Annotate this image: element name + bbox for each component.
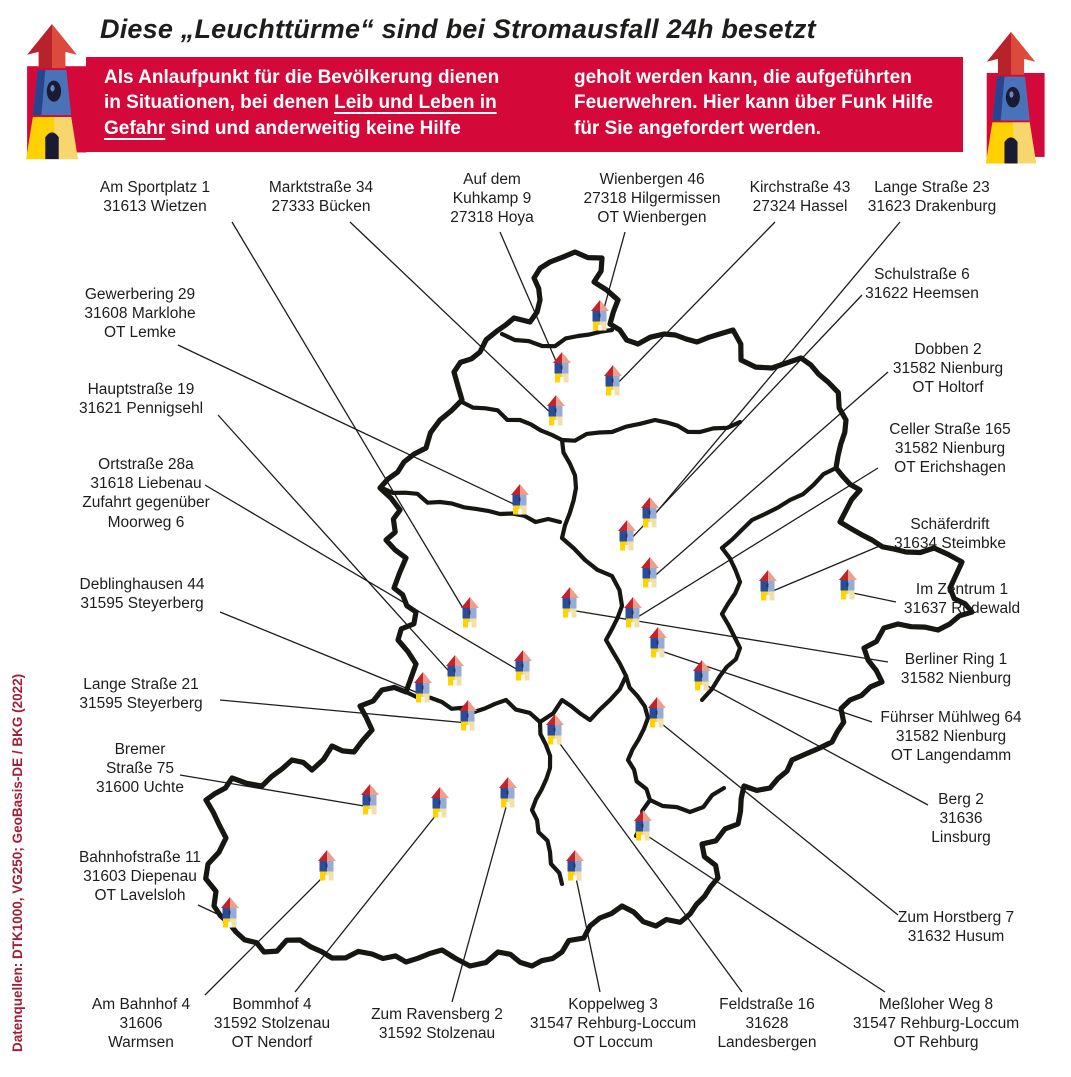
label-connector-line-liebenau: [205, 485, 523, 673]
lighthouse-marker-pennigsehl: [446, 655, 464, 686]
label-connector-line-holtorf: [650, 372, 888, 580]
map-label-lavelsloh: Bahnhofstraße 11 31603 Diepenau OT Lavelsloh: [78, 849, 202, 905]
lighthouse-marker-holtorf: [641, 557, 659, 588]
label-connector-line-drakenburg: [650, 222, 900, 520]
map-label-deblinghausen: Deblinghausen 44 31595 Steyerberg: [79, 576, 205, 613]
banner-text: für Sie angefordert werden.: [574, 117, 822, 139]
map-label-steyerberg: Lange Straße 21 31595 Steyerberg: [79, 676, 203, 713]
label-connector-line-warmsen: [205, 873, 327, 995]
lighthouse-marker-berliner-ring: [561, 587, 579, 618]
map-label-rodewald: Im Zentrum 1 31637 Rodewald: [903, 581, 1021, 618]
municipality-boundary: [585, 560, 626, 700]
banner-text: geholt werden kann, die aufgeführten: [574, 67, 912, 88]
map-label-pennigsehl: Hauptstraße 19 31621 Pennigsehl: [78, 381, 204, 418]
banner-text: in Situationen, bei denen: [104, 92, 335, 114]
lighthouse-marker-husum: [648, 697, 666, 728]
map-label-hoya: Auf dem Kuhkamp 9 27318 Hoya: [450, 171, 534, 227]
map-label-heemsen: Schulstraße 6 31622 Heemsen: [865, 266, 979, 303]
lighthouse-marker-marklohe: [511, 484, 529, 515]
map-label-loccum: Koppelweg 3 31547 Rehburg-Loccum OT Loccum: [529, 996, 697, 1052]
map-label-berliner-ring: Berliner Ring 1 31582 Nienburg: [900, 651, 1012, 688]
lighthouse-marker-uchte: [361, 784, 379, 815]
lighthouse-marker-erichshagen: [624, 597, 642, 628]
data-source-note: Datenquellen: DTK1000, VG250; GeoBasis-DE / BKG (2022): [10, 673, 25, 1052]
lighthouse-marker-loccum: [566, 850, 584, 881]
map-label-rehburg: Meßloher Weg 8 31547 Rehburg-Loccum OT Rehburg: [852, 996, 1020, 1052]
map-label-uchte: Bremer Straße 75 31600 Uchte: [96, 741, 184, 797]
label-connector-line-ravensberg: [452, 800, 508, 1002]
banner-text: Feuerwehren. Hier kann über Funk Hilfe: [574, 92, 933, 114]
label-connector-line-steimbke: [768, 545, 882, 593]
municipality-boundary: [626, 676, 650, 836]
municipality-boundary: [462, 402, 740, 441]
lighthouse-marker-linsburg: [693, 660, 711, 691]
lighthouse-marker-steimbke: [759, 570, 777, 601]
lighthouse-marker-heemsen: [618, 520, 636, 551]
page-title: Diese „Leuchttürme“ sind bei Stromausfall 24h besetzt: [100, 14, 816, 44]
map-label-wietzen: Am Sportplatz 1 31613 Wietzen: [99, 179, 211, 216]
lighthouse-marker-deblinghausen: [414, 672, 432, 703]
label-connector-line-nendorf: [295, 810, 440, 992]
map-label-landesbergen: Feldstraße 16 31628 Landesbergen: [717, 996, 817, 1052]
lighthouse-marker-ravensberg: [499, 777, 517, 808]
lighthouse-marker-hoya: [553, 352, 571, 383]
banner-text: sind und anderweitig keine Hilfe: [165, 117, 461, 139]
banner-text: Als Anlaufpunkt für die Bevölkerung dienen: [104, 67, 500, 88]
label-connector-line-rehburg: [643, 833, 885, 992]
map-label-buecken: Marktstraße 34 27333 Bücken: [268, 179, 374, 216]
banner-underlined-text: Gefahr: [104, 117, 166, 139]
map-label-marklohe: Gewerbering 29 31608 Marklohe OT Lemke: [84, 286, 196, 342]
map-label-husum: Zum Horstberg 7 31632 Husum: [897, 909, 1015, 946]
lighthouse-marker-wienbergen: [591, 300, 609, 331]
label-connector-line-rodewald: [848, 592, 896, 602]
lighthouse-marker-rehburg: [634, 810, 652, 841]
label-connector-line-deblinghausen: [220, 612, 423, 695]
banner-underlined-text: Leib und Leben in: [334, 92, 497, 114]
lighthouse-marker-buecken: [547, 395, 565, 426]
lighthouse-marker-hassel: [604, 365, 622, 396]
map-label-fuehrser: Führser Mühlweg 64 31582 Nienburg OT Langendamm: [880, 709, 1022, 765]
label-connector-line-marklohe: [178, 345, 520, 507]
lighthouse-marker-lavelsloh: [221, 897, 239, 928]
lighthouse-marker-warmsen: [318, 850, 336, 881]
lighthouse-marker-wietzen: [461, 597, 479, 628]
map-label-ravensberg: Zum Ravensberg 2 31592 Stolzenau: [371, 1006, 503, 1043]
map-label-holtorf: Dobben 2 31582 Nienburg OT Holtorf: [892, 341, 1004, 397]
municipality-boundary: [406, 692, 610, 722]
label-connector-line-husum: [657, 720, 898, 915]
municipality-boundary: [532, 722, 562, 884]
lighthouse-marker-steyerberg: [459, 700, 477, 731]
label-connector-line-hoya: [500, 232, 562, 375]
map-label-linsburg: Berg 2 31636 Linsburg: [931, 791, 991, 847]
map-label-erichshagen: Celler Straße 165 31582 Nienburg OT Erichshagen: [889, 421, 1011, 477]
map-label-steimbke: Schäferdrift 31634 Steimbke: [893, 516, 1007, 553]
municipality-boundary: [562, 440, 585, 560]
municipality-boundary: [502, 330, 612, 346]
label-connector-line-pennigsehl: [218, 415, 455, 678]
map-label-liebenau: Ortstraße 28a 31618 Liebenau Zufahrt gegenüber Moorweg 6: [82, 456, 210, 531]
map-label-drakenburg: Lange Straße 23 31623 Drakenburg: [867, 179, 997, 216]
map-label-nendorf: Bommhof 4 31592 Stolzenau OT Nendorf: [213, 996, 331, 1052]
map-label-wienbergen: Wienbergen 46 27318 Hilgermissen OT Wienbergen: [583, 171, 721, 227]
map-label-warmsen: Am Bahnhof 4 31606 Warmsen: [91, 996, 191, 1052]
label-connector-line-steyerberg: [220, 700, 468, 723]
lighthouse-marker-rodewald: [839, 569, 857, 600]
label-connector-line-wietzen: [232, 222, 470, 620]
lighthouse-marker-drakenburg: [641, 497, 659, 528]
municipality-boundary: [650, 788, 724, 812]
lighthouse-marker-liebenau: [514, 650, 532, 681]
lighthouse-marker-nendorf: [431, 787, 449, 818]
map-label-hassel: Kirchstraße 43 27324 Hassel: [749, 179, 851, 216]
lighthouse-marker-fuehrser: [649, 627, 667, 658]
